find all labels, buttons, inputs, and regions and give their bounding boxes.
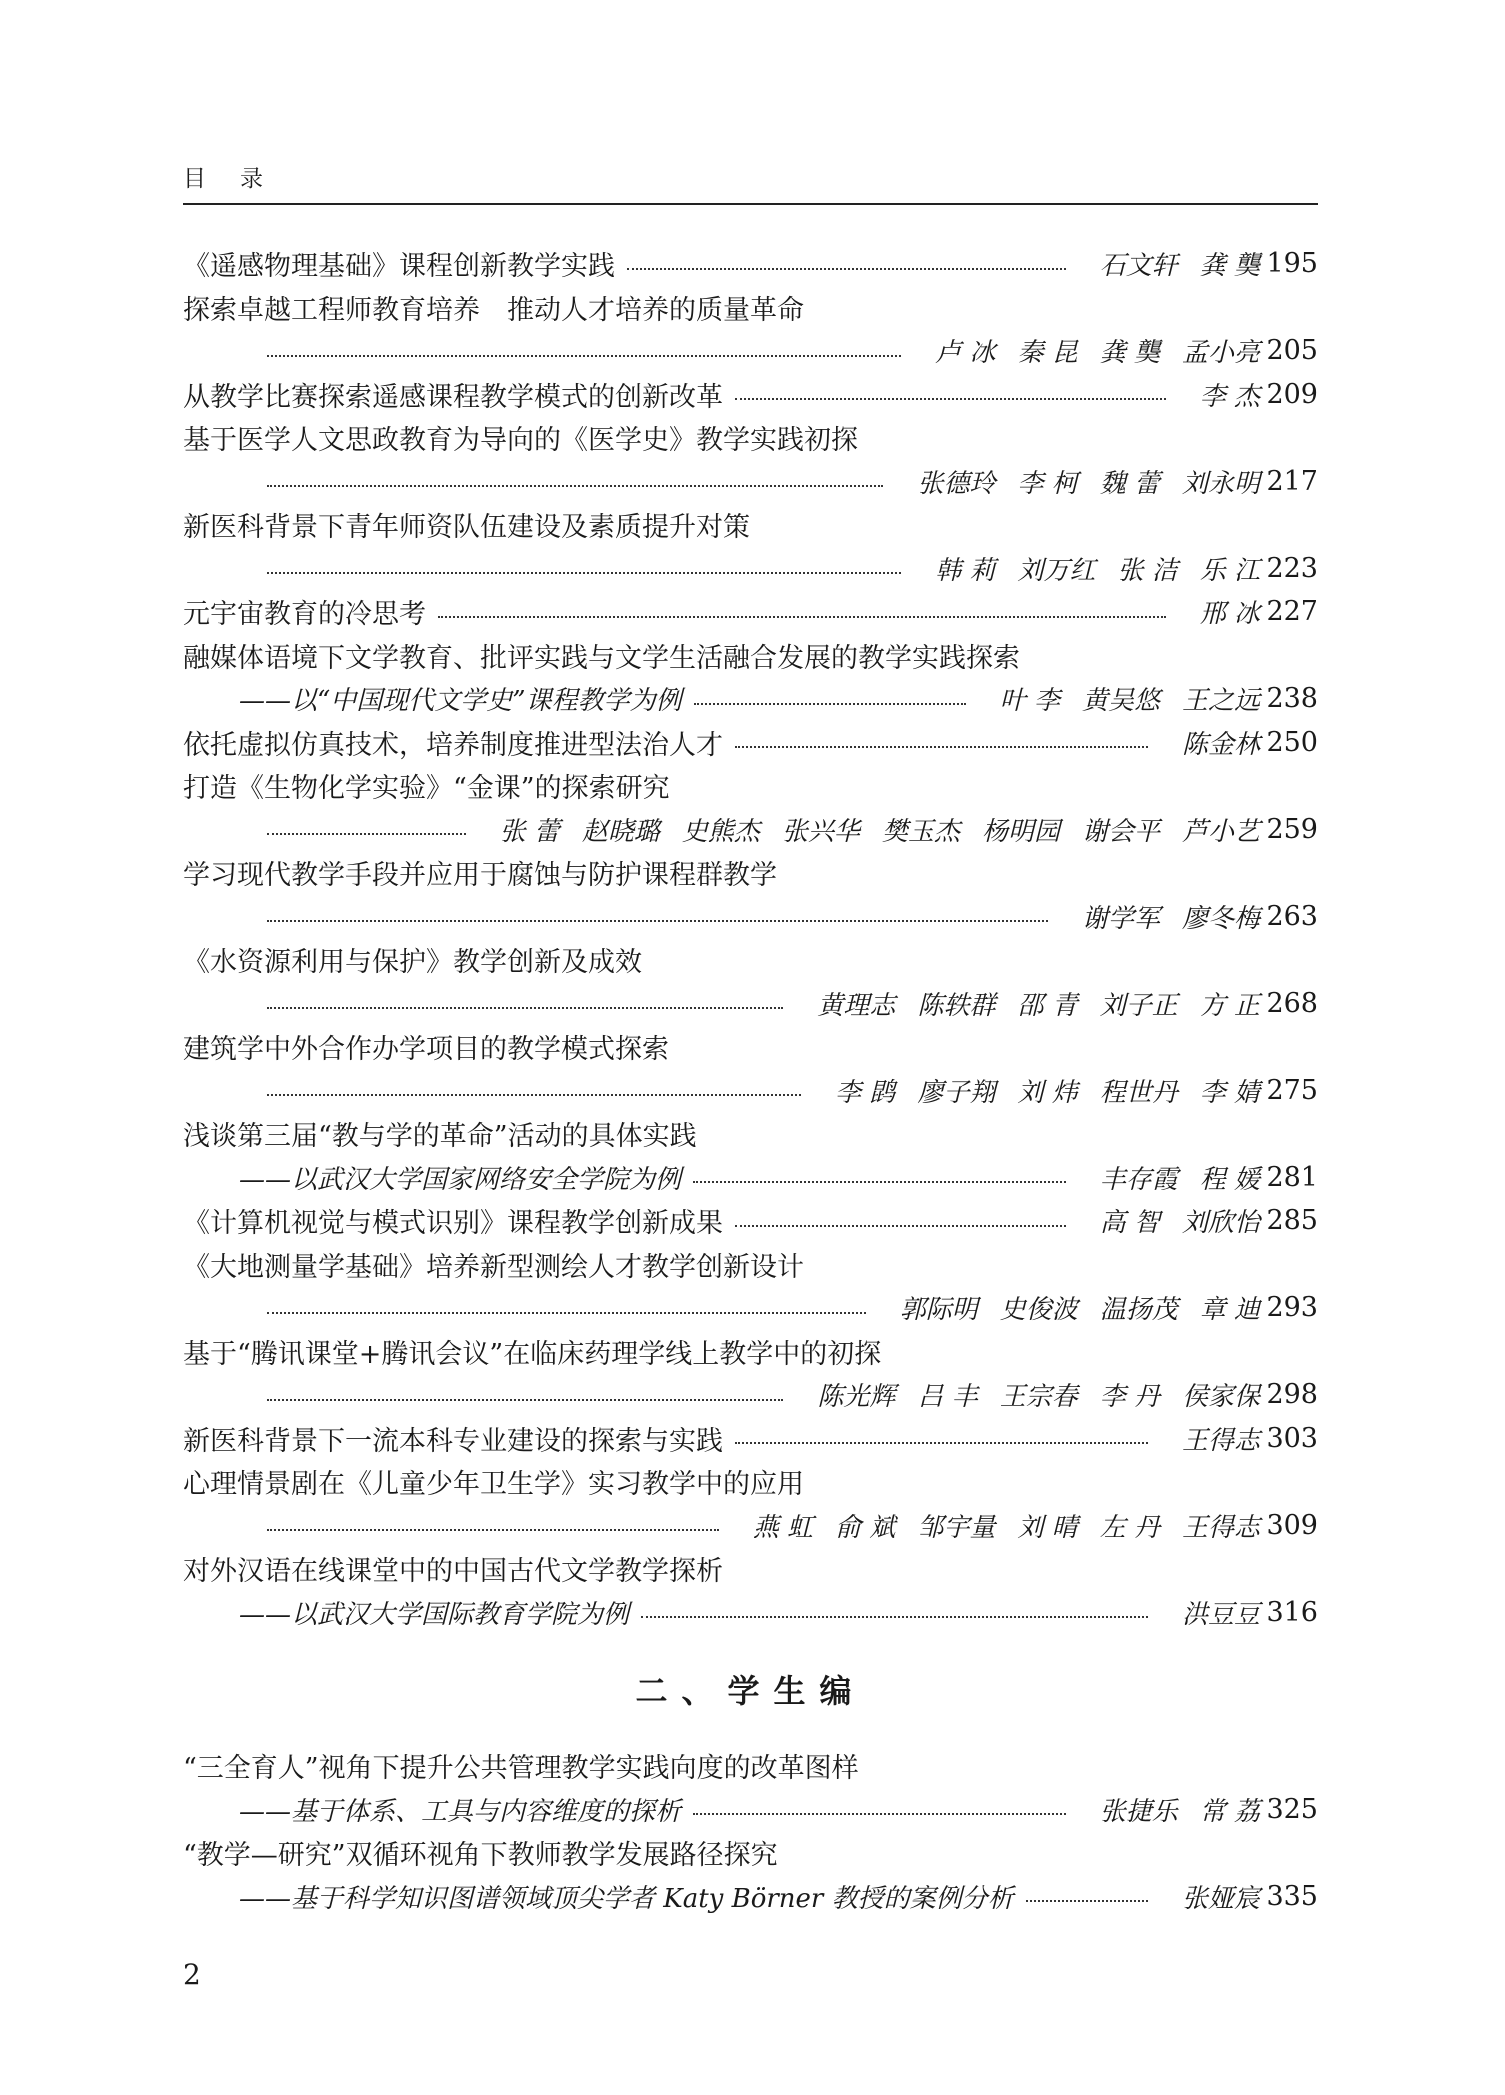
author-name: 陈轶群	[917, 990, 996, 1021]
dot-leader	[267, 833, 466, 835]
entry-authors	[731, 1507, 1260, 1544]
toc-entry	[183, 764, 1318, 851]
author-name: 张 洁	[1117, 555, 1178, 586]
author-name: 韩 莉	[935, 555, 996, 586]
entry-subtitle-line	[183, 1875, 1318, 1919]
entry-leader-line	[183, 982, 1318, 1026]
entry-title-line	[183, 416, 1318, 460]
author-name: 杨明园	[981, 816, 1060, 847]
entry-leader-line	[183, 1286, 1318, 1330]
toc-entry	[183, 1744, 1318, 1831]
author-name: 魏 蕾	[1099, 468, 1160, 499]
dot-leader	[735, 746, 1148, 748]
entry-page-number: 238	[1266, 683, 1318, 715]
author-name: 樊玉杰	[881, 816, 960, 847]
entry-page-number: 293	[1266, 1292, 1318, 1324]
entry-leader-line	[183, 1069, 1318, 1113]
dot-leader	[627, 268, 1066, 270]
author-name: 张兴华	[781, 816, 860, 847]
entry-leader-line	[183, 547, 1318, 591]
entry-leader-line	[183, 1504, 1318, 1548]
author-name: 程 媛	[1199, 1164, 1260, 1195]
entry-authors	[1160, 1594, 1260, 1631]
author-name: 陈光辉	[817, 1382, 896, 1413]
entry-page-number: 335	[1266, 1880, 1318, 1912]
author-name: 王宗春	[999, 1382, 1078, 1413]
author-name: 方 正	[1199, 990, 1260, 1021]
author-name: 李 鹍	[835, 1077, 896, 1108]
entry-subtitle: ——以武汉大学国家网络安全学院为例	[239, 1164, 682, 1195]
entry-page-number: 325	[1266, 1793, 1318, 1825]
entry-title-line	[183, 1243, 1318, 1287]
entry-page-number: 250	[1266, 726, 1318, 758]
author-name: 高 智	[1099, 1208, 1160, 1239]
entry-subtitle: ——基于体系、工具与内容维度的探析	[239, 1796, 682, 1827]
author-name: 赵晓璐	[581, 816, 660, 847]
author-name: 廖冬梅	[1181, 903, 1260, 934]
entry-subtitle-line	[183, 1591, 1318, 1635]
toc-entry	[183, 1025, 1318, 1112]
entry-authors	[1078, 1202, 1260, 1239]
author-name: 王得志	[1181, 1512, 1260, 1543]
dot-leader	[267, 1312, 866, 1314]
dot-leader	[735, 398, 1166, 400]
entry-subtitle-line	[183, 1788, 1318, 1832]
entry-title: 建筑学中外合作办学项目的教学模式探索	[183, 1034, 669, 1066]
entry-leader-line	[183, 329, 1318, 373]
toc-entry	[183, 286, 1318, 373]
author-name: 卢 冰	[935, 338, 996, 369]
toc-entry	[183, 938, 1318, 1025]
table-of-contents	[183, 242, 1318, 1918]
author-name: 孟小亮	[1181, 338, 1260, 369]
entry-authors	[1178, 593, 1260, 630]
toc-entry	[183, 851, 1318, 938]
dot-leader	[735, 1225, 1066, 1227]
entry-page-number: 298	[1266, 1379, 1318, 1411]
entry-title-line	[183, 590, 1318, 634]
author-name: 廖子翔	[917, 1077, 996, 1108]
dot-leader	[267, 485, 883, 487]
entry-title-line	[183, 634, 1318, 678]
entry-subtitle: ——以武汉大学国际教育学院为例	[239, 1599, 630, 1630]
toc-entry	[183, 1330, 1318, 1417]
entry-page-number: 303	[1266, 1422, 1318, 1454]
author-name: 郭际明	[899, 1295, 978, 1326]
entry-title-line	[183, 1744, 1318, 1788]
entry-authors	[1078, 1791, 1260, 1828]
entry-title: 心理情景剧在《儿童少年卫生学》实习教学中的应用	[183, 1469, 804, 1501]
toc-entry	[183, 1112, 1318, 1199]
dot-leader	[438, 616, 1166, 618]
entry-title-line	[183, 1330, 1318, 1374]
entry-title-line	[183, 373, 1318, 417]
entry-page-number: 195	[1266, 248, 1318, 280]
entry-title: 打造《生物化学实验》“金课”的探索研究	[183, 773, 670, 805]
toc-entry	[183, 721, 1318, 765]
entry-authors	[795, 1376, 1260, 1413]
author-name: 温扬茂	[1099, 1295, 1178, 1326]
entry-authors	[813, 1072, 1260, 1109]
entry-title-line	[183, 1112, 1318, 1156]
entry-page-number: 316	[1266, 1596, 1318, 1628]
entry-page-number: 223	[1266, 552, 1318, 584]
author-name: 史俊波	[999, 1295, 1078, 1326]
author-name: 刘万红	[1017, 555, 1096, 586]
author-name: 黄吴悠	[1081, 686, 1160, 717]
author-name: 燕 虹	[752, 1512, 814, 1543]
author-name: 刘 炜	[1017, 1077, 1078, 1108]
author-name: 石文轩	[1099, 251, 1178, 282]
author-name: 龚 龑	[1199, 251, 1260, 282]
dot-leader	[267, 1094, 801, 1096]
toc-entry	[183, 242, 1318, 286]
author-name: 张德玲	[917, 468, 996, 499]
toc-entry	[183, 373, 1318, 417]
author-name: 丰存霞	[1099, 1164, 1178, 1195]
entry-title: 浅谈第三届“教与学的革命”活动的具体实践	[183, 1121, 697, 1153]
author-name: 芦小艺	[1181, 816, 1260, 847]
entry-page-number: 217	[1266, 465, 1318, 497]
entry-page-number: 268	[1266, 987, 1318, 1019]
author-name: 龚 龑	[1099, 338, 1160, 369]
entry-title-line	[183, 1831, 1318, 1875]
entry-authors	[1178, 376, 1260, 413]
entry-page-number: 285	[1266, 1205, 1318, 1237]
author-name: 谢会平	[1081, 816, 1160, 847]
entry-title: 元宇宙教育的冷思考	[183, 599, 426, 631]
dot-leader	[641, 1616, 1148, 1618]
entry-title-line	[183, 286, 1318, 330]
dot-leader	[267, 355, 901, 357]
entry-authors	[478, 811, 1260, 848]
entry-page-number: 263	[1266, 900, 1318, 932]
toc-entry	[183, 1243, 1318, 1330]
author-name: 谢学军	[1081, 903, 1160, 934]
author-name: 张捷乐	[1099, 1796, 1178, 1827]
section-entries	[183, 1744, 1318, 1918]
author-name: 李 丹	[1099, 1382, 1160, 1413]
entry-page-number: 275	[1266, 1074, 1318, 1106]
entry-authors	[913, 332, 1260, 369]
author-name: 黄理志	[817, 990, 896, 1021]
dot-leader	[267, 1399, 783, 1401]
author-name: 乐 江	[1199, 555, 1260, 586]
entry-authors	[978, 680, 1260, 717]
entry-leader-line	[183, 460, 1318, 504]
entry-title: 从教学比赛探索遥感课程教学模式的创新改革	[183, 381, 723, 413]
author-name: 邢 冰	[1199, 599, 1260, 630]
entry-title-line	[183, 851, 1318, 895]
entry-authors	[878, 1289, 1260, 1326]
running-header	[183, 160, 1318, 205]
dot-leader	[1026, 1900, 1148, 1902]
author-name: 俞 斌	[835, 1512, 896, 1543]
author-name: 叶 李	[999, 686, 1060, 717]
dot-leader	[267, 1529, 719, 1531]
entry-title-line	[183, 1199, 1318, 1243]
entry-authors	[795, 985, 1260, 1022]
toc-entry	[183, 1417, 1318, 1461]
author-name: 常 荔	[1199, 1796, 1260, 1827]
author-name: 张 蕾	[499, 816, 560, 847]
author-name: 章 迪	[1199, 1295, 1260, 1326]
header-rule	[183, 203, 1318, 205]
author-name: 李 柯	[1017, 468, 1078, 499]
toc-entry	[183, 416, 1318, 503]
entry-subtitle: ——以“中国现代文学史”课程教学为例	[239, 686, 682, 717]
author-name: 邵 青	[1017, 990, 1078, 1021]
author-name: 侯家保	[1181, 1382, 1260, 1413]
entry-title: 依托虚拟仿真技术，培养制度推进型法治人才	[183, 729, 723, 761]
author-name: 邹宇量	[917, 1512, 996, 1543]
toc-entry	[183, 1199, 1318, 1243]
entry-title-line	[183, 1547, 1318, 1591]
author-name: 吕 丰	[917, 1382, 978, 1413]
toc-entry	[183, 1547, 1318, 1634]
entry-title-line	[183, 1025, 1318, 1069]
entry-subtitle: ——基于科学知识图谱领域顶尖学者 Katy Börner 教授的案例分析	[239, 1883, 1014, 1914]
entry-title-line	[183, 938, 1318, 982]
author-name: 李 杰	[1199, 381, 1260, 412]
entry-authors	[1160, 724, 1260, 761]
toc-entry	[183, 503, 1318, 590]
entry-authors	[1160, 1878, 1260, 1915]
entry-authors	[895, 463, 1260, 500]
header-title: 目录	[183, 166, 297, 192]
author-name: 张娅宸	[1181, 1883, 1260, 1914]
dot-leader	[267, 920, 1048, 922]
dot-leader	[735, 1442, 1148, 1444]
entry-title-line	[183, 1417, 1318, 1461]
author-name: 刘欣怡	[1181, 1208, 1260, 1239]
entry-authors	[1160, 1420, 1260, 1457]
dot-leader	[693, 1813, 1066, 1815]
entry-title-line	[183, 721, 1318, 765]
toc-entry	[183, 634, 1318, 721]
entry-title: 对外汉语在线课堂中的中国古代文学教学探析	[183, 1556, 723, 1588]
entry-title: 《大地测量学基础》培养新型测绘人才教学创新设计	[183, 1251, 804, 1283]
entry-title: 《遥感物理基础》课程创新教学实践	[183, 251, 615, 283]
entry-title: 基于医学人文思政教育为导向的《医学史》教学实践初探	[183, 425, 858, 457]
entry-title-line	[183, 503, 1318, 547]
entry-title-line	[183, 1460, 1318, 1504]
author-name: 刘永明	[1181, 468, 1260, 499]
entry-title: 新医科背景下青年师资队伍建设及素质提升对策	[183, 512, 750, 544]
author-name: 王之远	[1181, 686, 1260, 717]
entry-title-line	[183, 764, 1318, 808]
author-name: 秦 昆	[1017, 338, 1078, 369]
entry-authors	[1060, 898, 1260, 935]
entry-page-number: 209	[1266, 378, 1318, 410]
entry-authors	[1078, 245, 1260, 282]
toc-entry	[183, 1460, 1318, 1547]
author-name: 洪豆豆	[1181, 1599, 1260, 1630]
entry-title: 学习现代教学手段并应用于腐蚀与防护课程群教学	[183, 860, 777, 892]
entry-page-number: 259	[1266, 813, 1318, 845]
entry-title: “三全育人”视角下提升公共管理教学实践向度的改革图样	[183, 1753, 859, 1785]
section-heading: 二、学生编	[635, 1672, 866, 1710]
entry-page-number: 281	[1266, 1161, 1318, 1193]
entry-title: 探索卓越工程师教育培养 推动人才培养的质量革命	[183, 294, 804, 326]
dot-leader	[267, 1007, 783, 1009]
page-number: 2	[183, 1958, 201, 1991]
author-name: 左 丹	[1099, 1512, 1160, 1543]
author-name: 史熊杰	[681, 816, 760, 847]
entry-leader-line	[183, 895, 1318, 939]
entry-authors	[913, 550, 1260, 587]
toc-entries	[183, 242, 1318, 1634]
toc-entry	[183, 590, 1318, 634]
author-name: 李 婧	[1199, 1077, 1260, 1108]
entry-title: 融媒体语境下文学教育、批评实践与文学生活融合发展的教学实践探索	[183, 642, 1020, 674]
entry-authors	[1078, 1159, 1260, 1196]
author-name: 刘 晴	[1017, 1512, 1078, 1543]
entry-title: “教学—研究”双循环视角下教师教学发展路径探究	[183, 1840, 778, 1872]
entry-leader-line	[183, 808, 1318, 852]
entry-title: 基于“腾讯课堂+腾讯会议”在临床药理学线上教学中的初探	[183, 1338, 882, 1370]
toc-entry	[183, 1831, 1318, 1918]
dot-leader	[693, 1181, 1066, 1183]
author-name: 刘子正	[1099, 990, 1178, 1021]
author-name: 王得志	[1181, 1425, 1260, 1456]
author-name: 程世丹	[1099, 1077, 1178, 1108]
entry-page-number: 227	[1266, 596, 1318, 628]
entry-subtitle-line	[183, 677, 1318, 721]
entry-leader-line	[183, 1373, 1318, 1417]
entry-page-number: 309	[1266, 1509, 1318, 1541]
dot-leader	[267, 572, 901, 574]
entry-page-number: 205	[1266, 335, 1318, 367]
entry-title-line	[183, 242, 1318, 286]
entry-title: 《水资源利用与保护》教学创新及成效	[183, 947, 642, 979]
entry-subtitle-line	[183, 1156, 1318, 1200]
entry-title: 新医科背景下一流本科专业建设的探索与实践	[183, 1425, 723, 1457]
dot-leader	[694, 703, 966, 705]
author-name: 陈金林	[1181, 729, 1260, 760]
entry-title: 《计算机视觉与模式识别》课程教学创新成果	[183, 1208, 723, 1240]
